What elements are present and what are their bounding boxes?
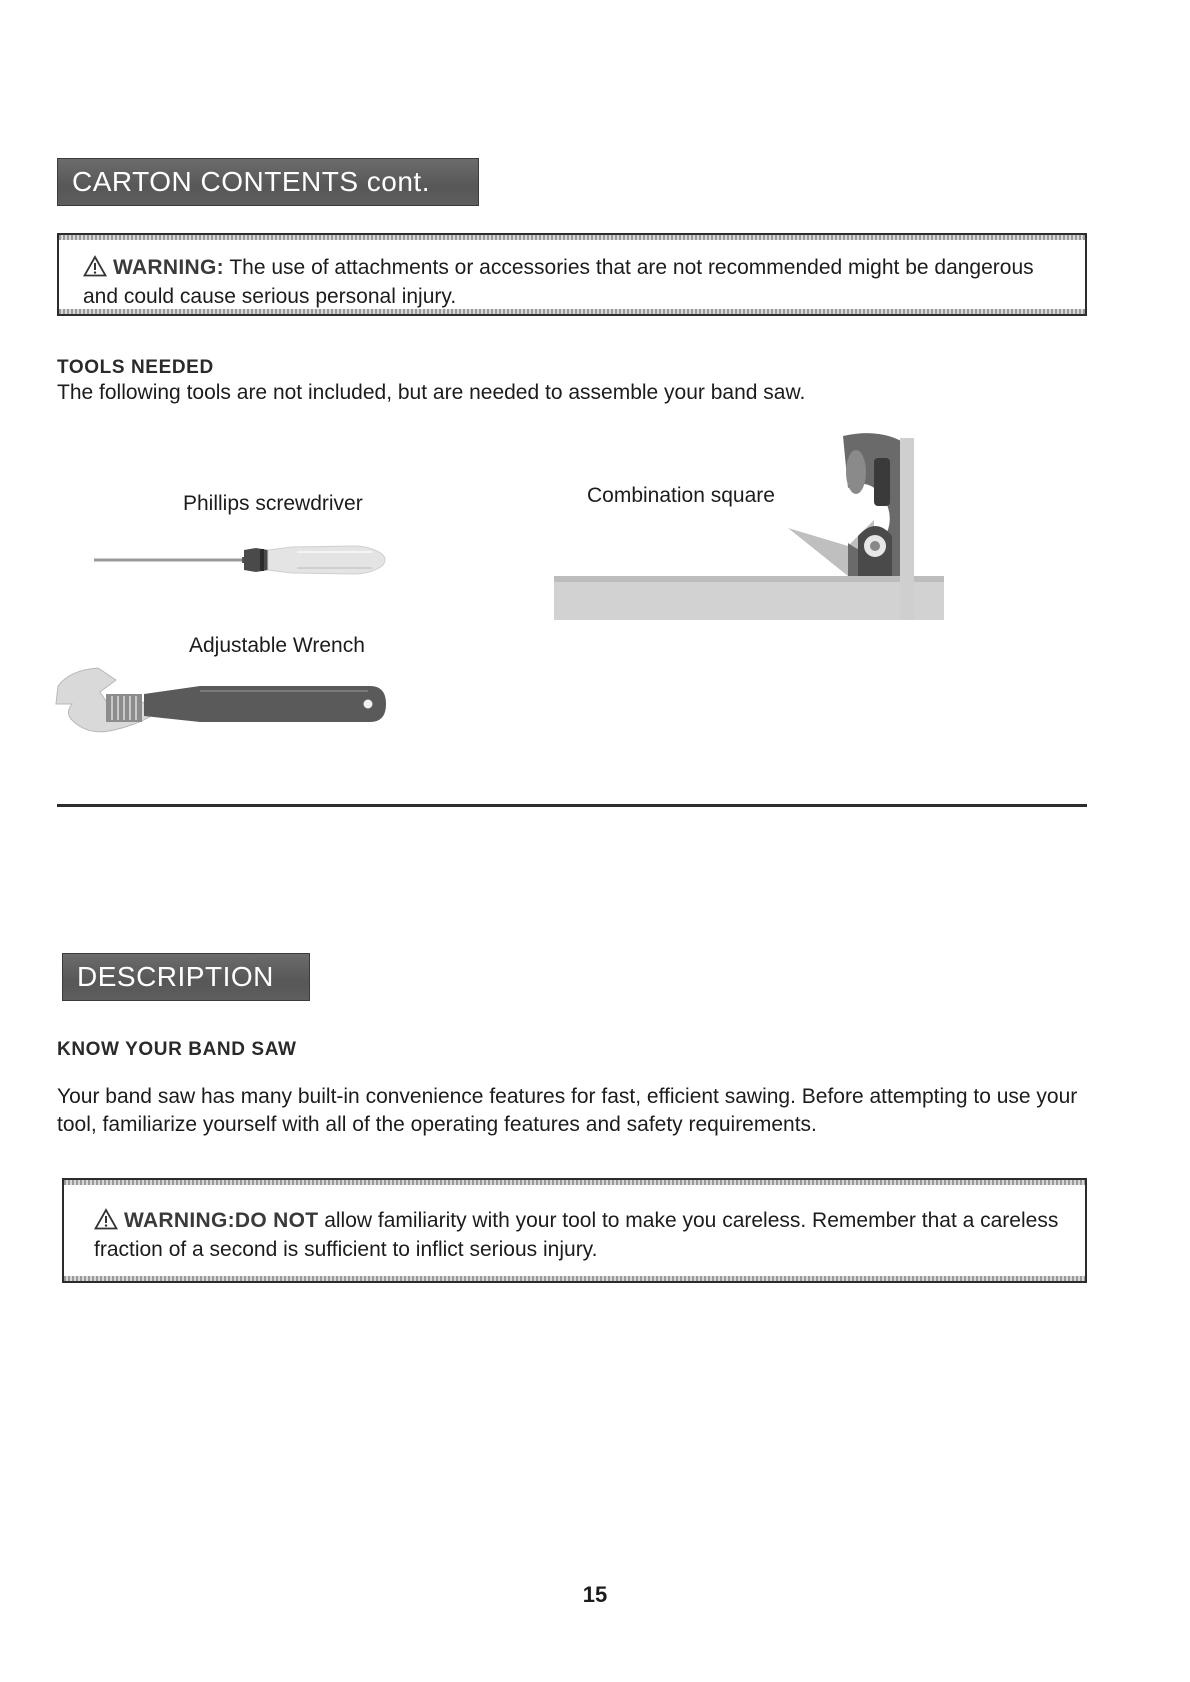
warning-message: The use of attachments or accessories that are not recommended might be dangerous and could cause serious personal injury.	[83, 256, 1034, 308]
familiarity-warning-text	[94, 1208, 1067, 1263]
phillips-screwdriver-label: Phillips screwdriver	[183, 492, 363, 515]
know-your-band-saw-heading: KNOW YOUR BAND SAW	[57, 1039, 297, 1060]
warning-box-bottom-bar	[59, 309, 1085, 314]
warning-triangle-icon	[94, 1208, 118, 1237]
tools-needed-heading: TOOLS NEEDED	[57, 357, 214, 378]
warning-message: allow familiarity with your tool to make you careless. Remember that a careless fraction of a second is sufficient to inflict serious injury.	[94, 1209, 1059, 1261]
familiarity-warning-box	[62, 1178, 1087, 1283]
warning-triangle-icon	[83, 255, 107, 284]
description-paragraph: Your band saw has many built-in convenience features for fast, efficient sawing. Before attempting to use your tool, familiarize yourself with all of the operating features and safety requirements.	[57, 1085, 1078, 1136]
warning-label: WARNING:	[113, 256, 224, 279]
combination-square-label: Combination square	[587, 484, 775, 507]
adjustable-wrench-label: Adjustable Wrench	[189, 634, 365, 657]
phillips-screwdriver-icon	[92, 540, 402, 580]
description-title: DESCRIPTION	[77, 961, 274, 992]
attachments-warning-text	[83, 255, 1069, 310]
warning-label: WARNING:DO NOT	[124, 1209, 319, 1232]
attachments-warning-box	[57, 233, 1087, 316]
description-banner	[62, 953, 310, 1001]
warning-box-top-bar	[64, 1180, 1085, 1185]
carton-contents-title: CARTON CONTENTS cont.	[72, 166, 430, 197]
carton-contents-banner	[57, 158, 479, 206]
combination-square-icon	[548, 428, 948, 633]
adjustable-wrench-icon	[50, 664, 390, 744]
tools-needed-intro: The following tools are not included, but are needed to assemble your band saw.	[57, 381, 806, 404]
page-number: 15	[582, 1582, 608, 1607]
warning-box-bottom-bar	[64, 1276, 1085, 1281]
section-divider-rule	[57, 804, 1087, 807]
warning-box-top-bar	[59, 235, 1085, 240]
